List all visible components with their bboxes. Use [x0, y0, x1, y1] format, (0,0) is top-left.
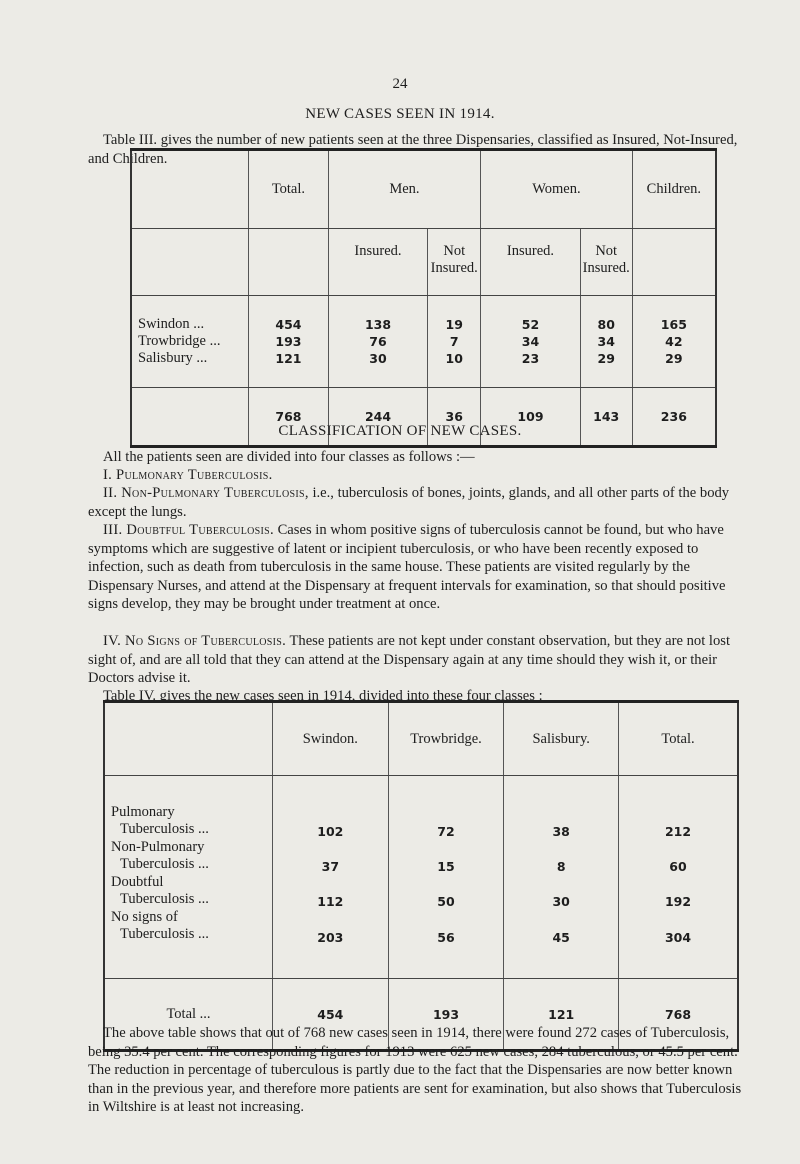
- sub-women-insured: Insured.: [481, 229, 581, 296]
- col-women: Women.: [481, 150, 632, 229]
- col-swindon: Swindon.: [273, 702, 389, 776]
- total-values: 454 193 121: [249, 296, 329, 388]
- col-total: Total.: [249, 150, 329, 229]
- place-labels: Swindon ... Trowbridge ... Salisbury ...: [131, 296, 249, 388]
- women-not-insured-values: 80 34 29: [580, 296, 632, 388]
- women-insured-total: 109: [481, 388, 581, 447]
- col-salisbury: Salisbury.: [504, 702, 619, 776]
- table-row: No signs of Tuberculosis ... 203 56 45 304: [104, 909, 738, 979]
- sub-men-insured: Insured.: [328, 229, 428, 296]
- classification-heading: CLASSIFICATION OF NEW CASES.: [278, 423, 522, 439]
- sub-men-not-insured: Not Insured.: [428, 229, 481, 296]
- classification-lead: All the patients seen are divided into four classes as follows :—: [103, 449, 475, 465]
- class-3: III. Doubtful Tuberculosis. Cases in whom positive signs of tuberculosis cannot be found, but who have symptoms which are suggestive of latent or incipient tuberculosis, or who have been recently exposed to infection, such as death from tuberculosis in the same house. These patients are visited regularly by the Dispensary Nurses, and attend at the Dispensary at frequent intervals for examination, so that should positive signs develop, they may be brought under treatment at once.: [88, 522, 726, 612]
- children-total: 236: [632, 388, 716, 447]
- intro-paragraph: Table III. gives the number of new patients seen at the three Dispensaries, classified as Insured, Not-Insured, and Children.: [88, 132, 738, 167]
- women-not-insured-total: 143: [580, 388, 632, 447]
- men-not-insured-total: 36: [428, 388, 481, 447]
- table-row: Non-Pulmonary Tuberculosis ... 37 15 8 60: [104, 839, 738, 874]
- page-number: 24: [392, 76, 408, 92]
- col-men: Men.: [328, 150, 480, 229]
- class-4: IV. No Signs of Tuberculosis. These patients are not kept under constant observation, but they are not lost sight of, and are all told that they can attend at the Dispensary again at any time should they wish it, or their Doctors advise it.: [88, 633, 731, 686]
- men-not-insured-values: 19 7 10: [428, 296, 481, 388]
- table-iv: [103, 700, 739, 1052]
- closing-paragraph: The above table shows that out of 768 new cases seen in 1914, there were found 272 cases of Tuberculosis, being 35.4 per cent. The corresponding figures for 1913 were 625 new cases, 284 tuberculous, or 45.5 per cent. The reduction in percentage of tuberculous is partly due to the fact that the Dispensaries are now better known than in the previous year, and therefore more patients are sent for examination, but also shows that Tuberculosis in Wiltshire is at least not increasing.: [88, 1025, 742, 1115]
- totals-row: Total ... 454 193 121 768: [104, 979, 738, 1051]
- children-values: 165 42 29: [632, 296, 716, 388]
- blank-header-cell: [131, 150, 249, 229]
- table-row: Pulmonary Tuberculosis ... 102 72 38 212: [104, 804, 738, 839]
- total-label: Total ...: [104, 979, 273, 1051]
- col-total: Total.: [619, 702, 739, 776]
- women-insured-values: 52 34 23: [481, 296, 581, 388]
- section-heading: NEW CASES SEEN IN 1914.: [305, 106, 495, 122]
- col-trowbridge: Trowbridge.: [388, 702, 504, 776]
- grand-total: 768: [249, 388, 329, 447]
- table-iv-intro: Table IV. gives the new cases seen in 1914, divided into these four classes :: [103, 688, 543, 704]
- sub-women-not-insured: Not Insured.: [580, 229, 632, 296]
- men-insured-values: 138 76 30: [328, 296, 428, 388]
- table-row: Doubtful Tuberculosis ... 112 50 30 192: [104, 874, 738, 909]
- men-insured-total: 244: [328, 388, 428, 447]
- table-iii: [130, 148, 717, 448]
- class-2: II. Non-Pulmonary Tuberculosis, i.e., tuberculosis of bones, joints, glands, and all other parts of the body except the lungs.: [88, 485, 730, 520]
- class-1: I. Pulmonary Tuberculosis.: [103, 467, 273, 483]
- col-children: Children.: [632, 150, 716, 229]
